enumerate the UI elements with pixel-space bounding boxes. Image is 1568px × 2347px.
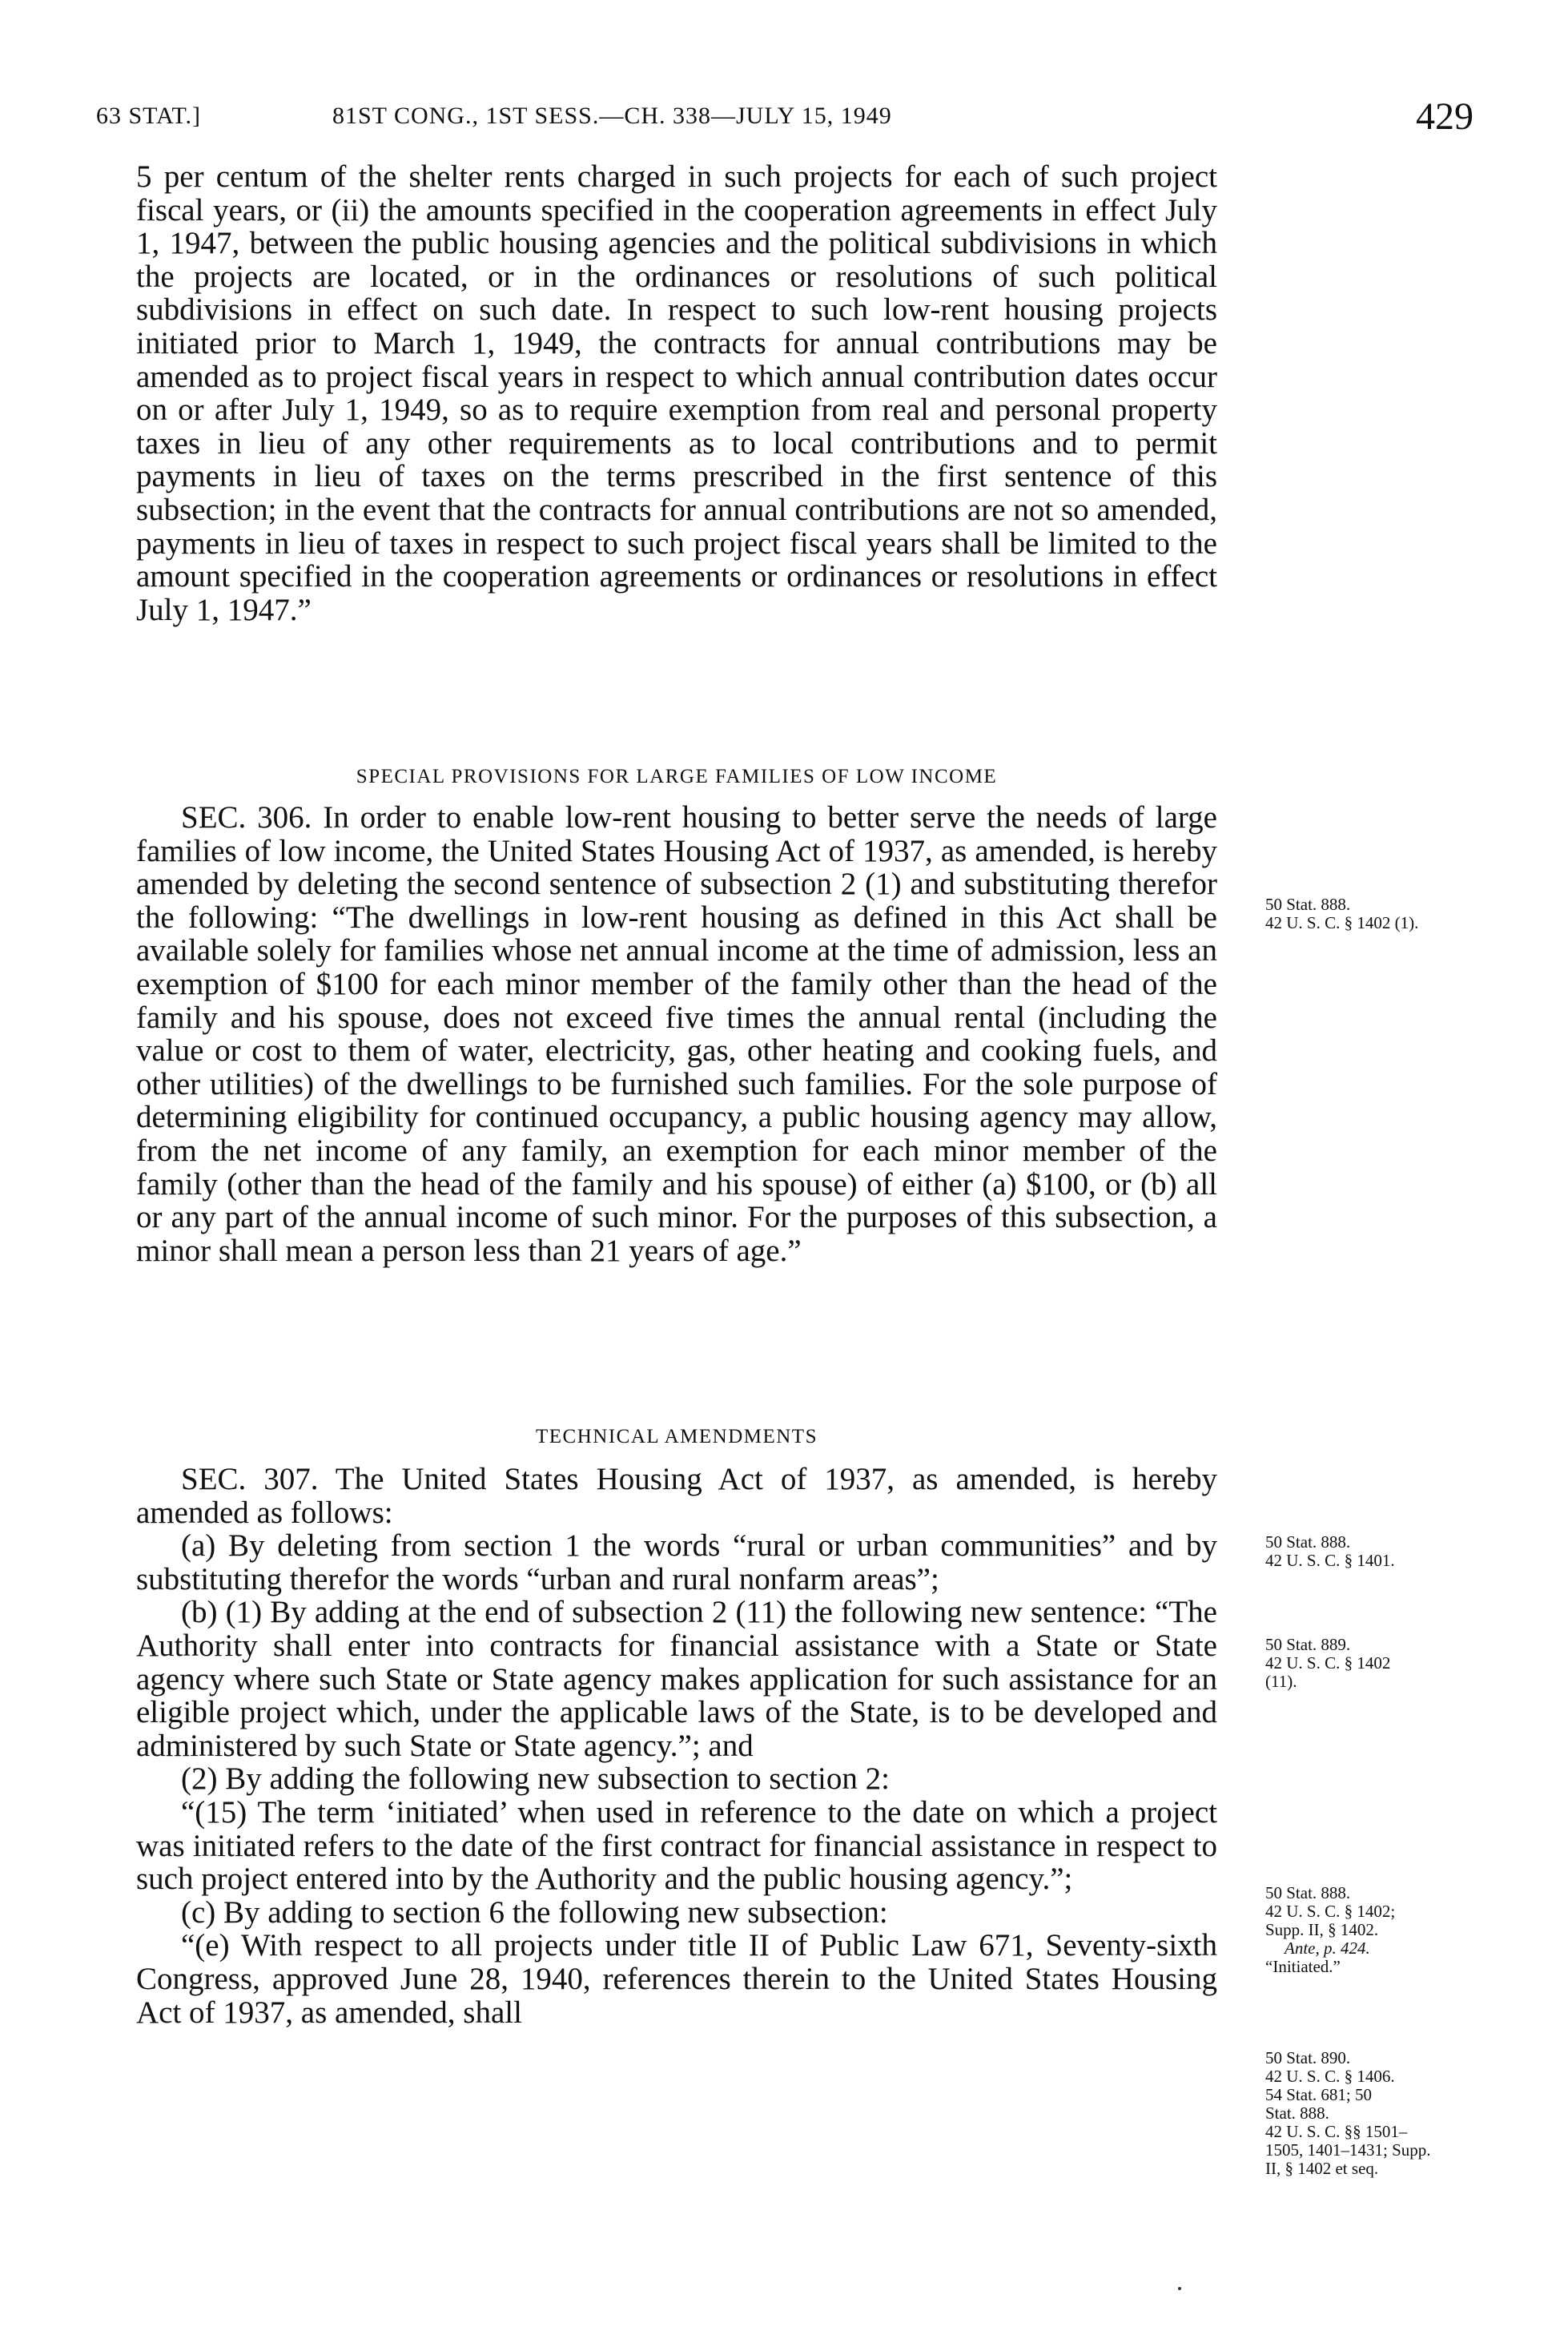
margin-note-1402-supp: 50 Stat. 888. 42 U. S. C. § 1402; Supp. II, § 1402. (1265, 1883, 1396, 1939)
amendment-c: (c) By adding to section 6 the following new subsection: (181, 1894, 888, 1930)
margin-note-1406: 50 Stat. 890. 42 U. S. C. § 1406. 54 Stat. 681; 50 Stat. 888. 42 U. S. C. §§ 1501– 1505, 1401–1431; Supp. II, § 1402 et seq. (1265, 2048, 1431, 2178)
section-heading-technical-amendments: TECHNICAL AMENDMENTS (536, 1426, 818, 1447)
paragraph-text: 5 per centum of the shelter rents charged in such projects for each of such project fiscal years, or (ii) the amounts specified in the cooperation agreements in effect July 1, 1947, between the public housing agencies and the political subdivisions in which the projects are located, or in the ordinances or resolutions of such political subdivisions in effect on such date. In respect to such low-rent housing projects initiated prior to March 1, 1949, the contracts for annual contributions may be amended as to project fiscal years in respect to which annual contribution dates occur on or after July 1, 1949, so as to require exemption from real and personal property taxes in lieu of any other requirements as to local contributions and to permit payments in lieu of taxes on the terms prescribed in the first sentence of this subsection; in the event that the contracts for annual contributions are not so amended, payments in lieu of taxes in respect to such project fiscal years shall be limited to the amount specified in the cooperation agreements or ordinances or resolutions in effect July 1, 1947.” (136, 159, 1217, 627)
margin-note-ante (1285, 1939, 1370, 1958)
amendment-a: (a) By deleting from section 1 the words “rural or urban communities” and by substituting therefor the words “urban and rural nonfarm areas”; (136, 1528, 1217, 1596)
margin-note-1402-11: 50 Stat. 889. 42 U. S. C. § 1402 (11). (1265, 1635, 1391, 1691)
amendment-b2: (2) By adding the following new subsection to section 2: (181, 1761, 890, 1797)
margin-note-1401: 50 Stat. 888. 42 U. S. C. § 1401. (1265, 1532, 1395, 1570)
header-session-line: 81ST CONG., 1ST SESS.—CH. 338—JULY 15, 1949 (332, 103, 892, 129)
amendment-b1: (b) (1) By adding at the end of subsection 2 (11) the following new sentence: “The Authority shall enter into contracts for financial assistance with a State or State agency where such State or State agency makes application for such assistance for an eligible project which, under the applicable laws of the State, is to be developed and administered by such State or State agency.”; and (136, 1595, 1217, 1763)
page-dot-mark (1178, 2287, 1181, 2290)
section-307 (136, 1463, 1217, 2029)
section-307-intro: SEC. 307. The United States Housing Act of 1937, as amended, is hereby amended as follows: (136, 1462, 1217, 1530)
page-number: 429 (1416, 95, 1474, 138)
section-306-text: SEC. 306. In order to enable low-rent housing to better serve the needs of large families of low income, the United States Housing Act of 1937, as amended, is hereby amended by deleting the second sentence of subsection 2 (1) and substituting therefor the following: “The dwellings in low-rent housing as defined in this Act shall be available solely for families whose net annual income at the time of admission, less an exemption of $100 for each minor member of the family other than the head of the family and his spouse, does not exceed five times the annual rental (including the value or cost to them of water, electricity, gas, other heating and cooking fuels, and other utilities) of the dwellings to be furnished such families. For the sole purpose of determining eligibility for continued occupancy, a public housing agency may allow, from the net income of any family, an exemption for each minor member of the family (other than the head of the family and his spouse) of either (a) $100, or (b) all or any part of the annual income of such minor. For the purposes of this subsection, a minor shall mean a person less than 21 years of age.” (136, 800, 1217, 1268)
paragraph-continuation (136, 160, 1217, 626)
quoted-subsection-e: “(e) With respect to all projects under title II of Public Law 671, Seventy-sixth Congress, approved June 28, 1940, references therein to the United States Housing Act of 1937, as amended, shall (136, 1928, 1217, 2030)
header-stat-reference: 63 STAT.] (96, 103, 202, 129)
page-header (96, 95, 1474, 159)
section-306 (136, 801, 1217, 1267)
margin-note-ante-text: Ante, p. 424. (1285, 1938, 1370, 1958)
quoted-subsection-15: “(15) The term ‘initiated’ when used in reference to the date on which a project was initiated refers to the date of the first contract for financial assistance in respect to such project entered into by the Authority and the public housing agency.”; (136, 1794, 1217, 1897)
margin-note-1402-1: 50 Stat. 888. 42 U. S. C. § 1402 (1). (1265, 895, 1419, 932)
section-heading-large-families: SPECIAL PROVISIONS FOR LARGE FAMILIES OF LOW INCOME (356, 766, 998, 787)
margin-note-initiated: “Initiated.” (1265, 1957, 1341, 1976)
